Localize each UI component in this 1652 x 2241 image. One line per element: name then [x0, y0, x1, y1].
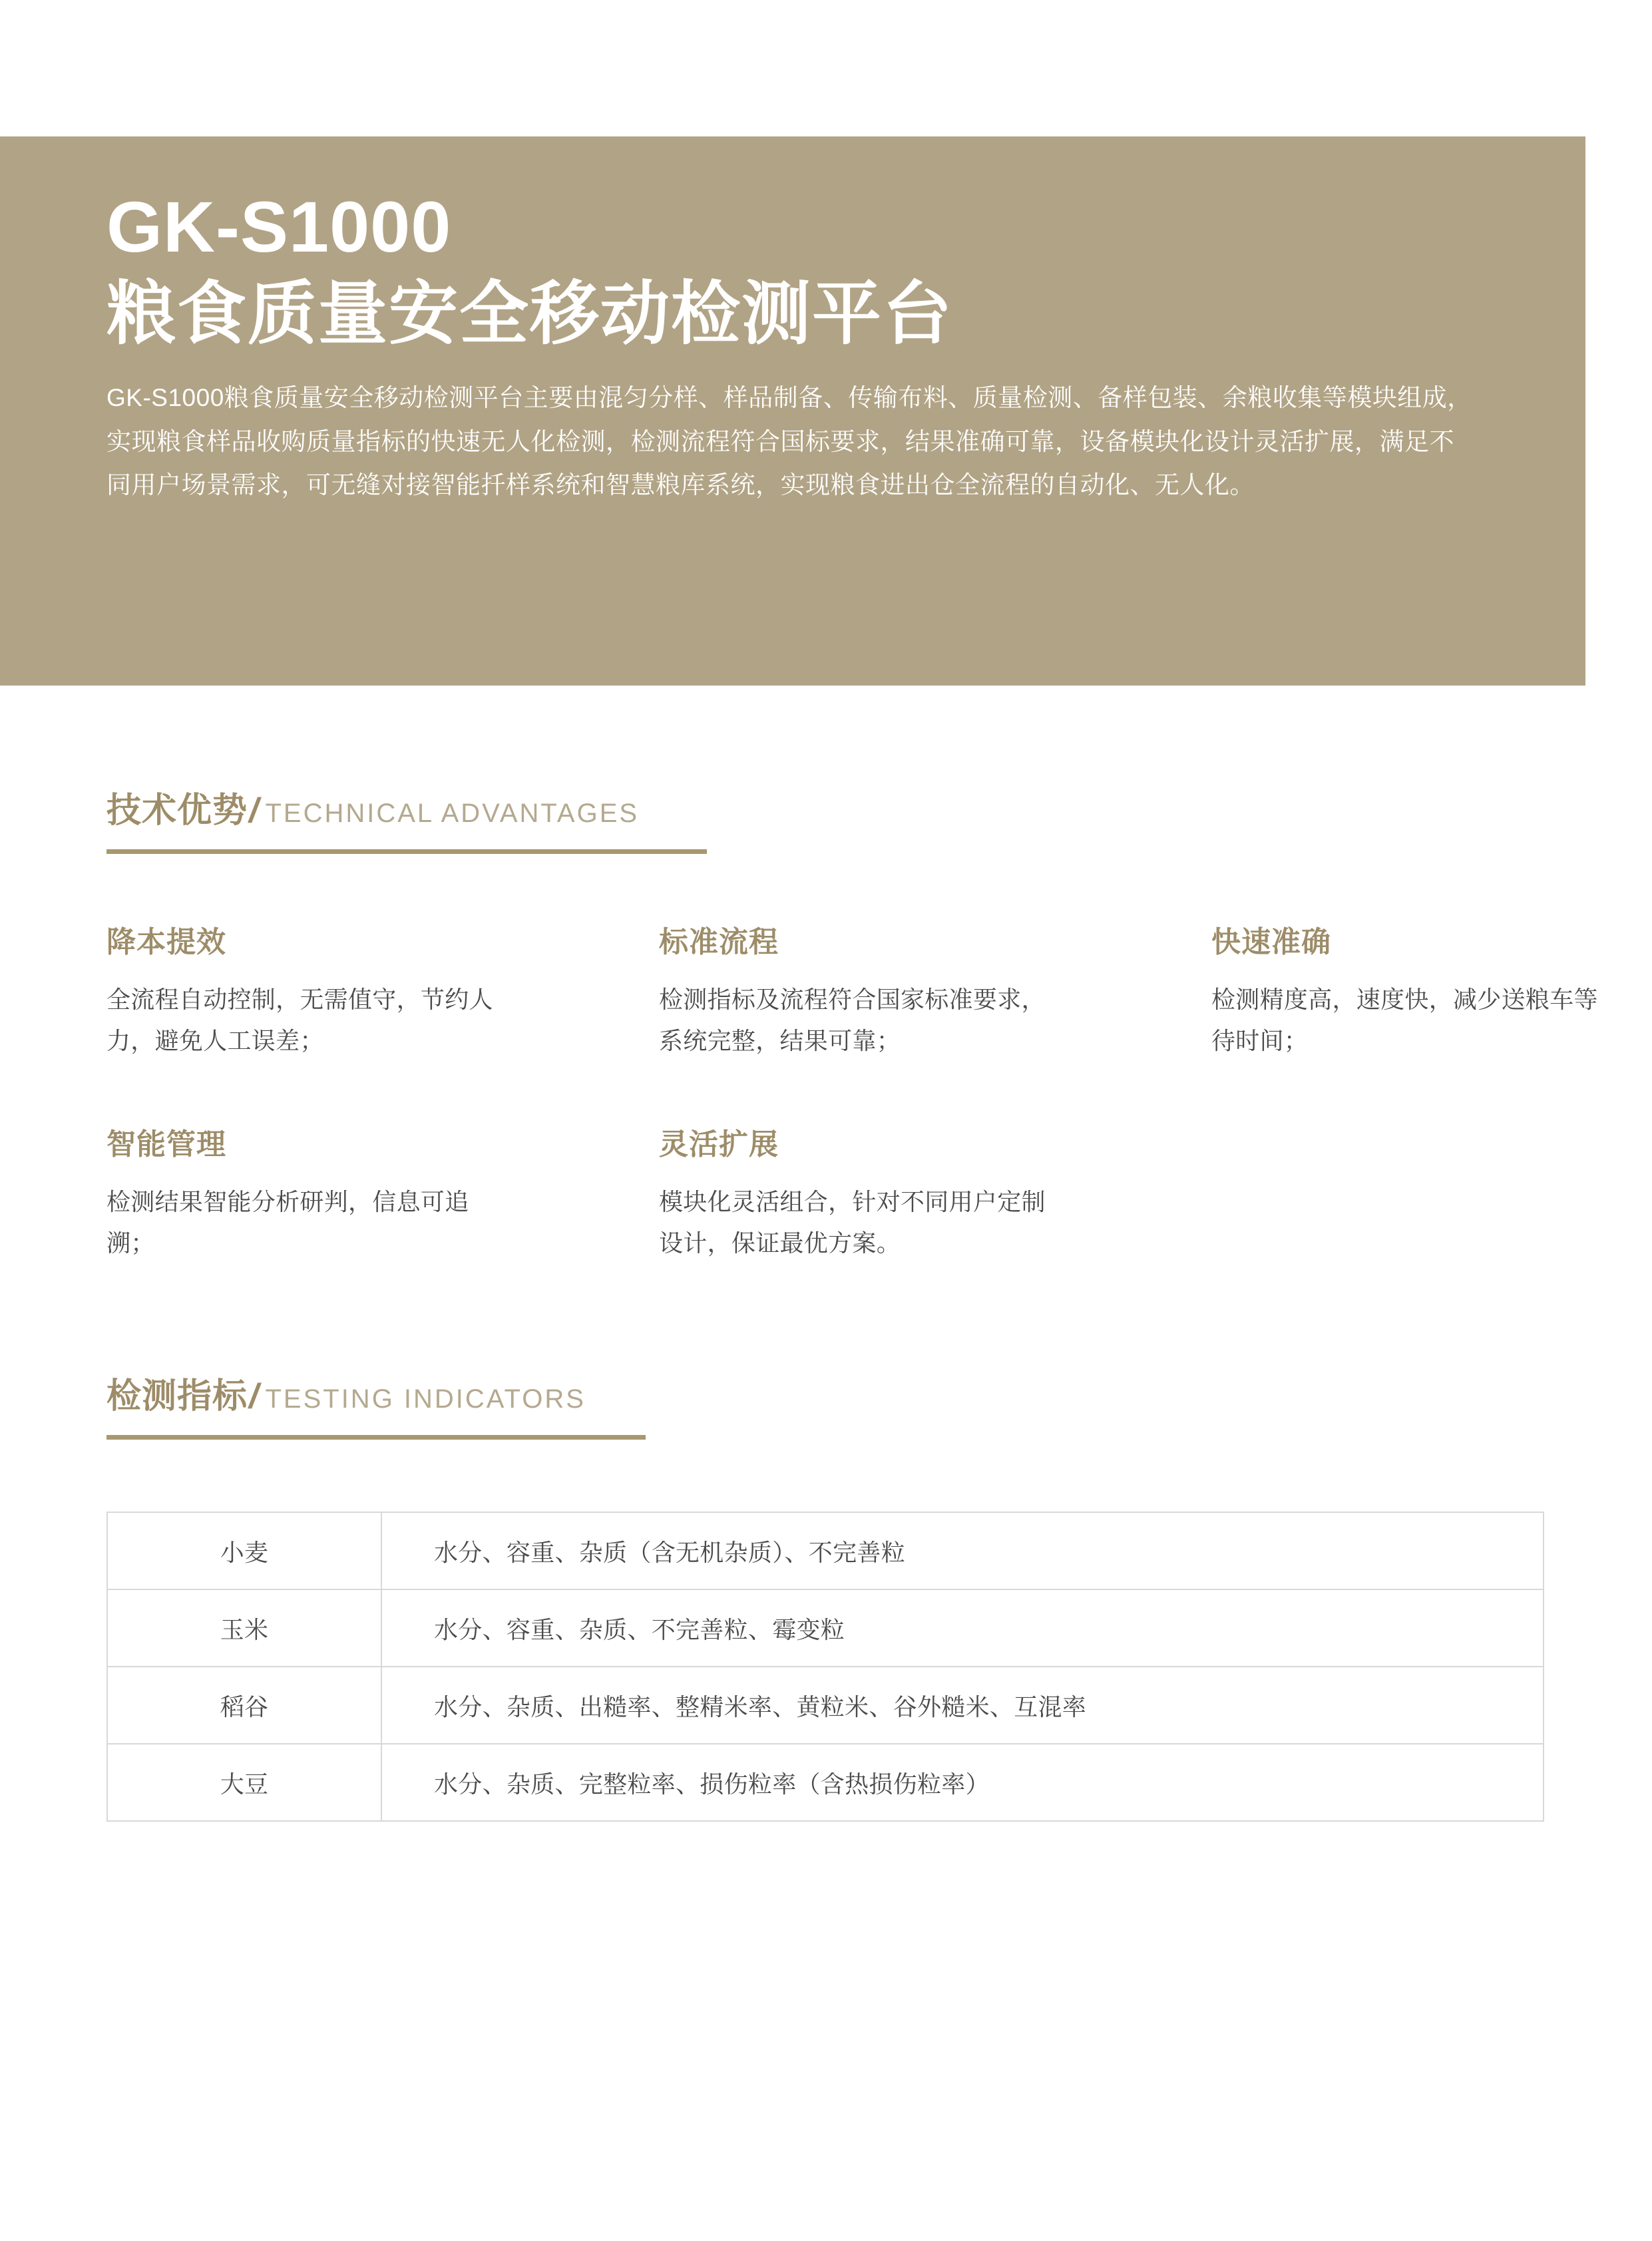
table-row [107, 1589, 1544, 1667]
hero-banner [0, 136, 1585, 686]
grain-indicators-cell: 水分、容重、杂质（含无机杂质）、不完善粒 [381, 1512, 1544, 1589]
heading-underline [106, 1435, 646, 1440]
advantage-item [106, 1120, 659, 1264]
heading-underline [106, 849, 707, 854]
advantage-title: 灵活扩展 [659, 1127, 779, 1161]
grain-indicators-cell: 水分、容重、杂质、不完善粒、霉变粒 [381, 1589, 1544, 1667]
heading-cn-text: 技术优势 [106, 791, 248, 830]
advantage-item [659, 1120, 1211, 1264]
grain-indicators-cell: 水分、杂质、完整粒率、损伤粒率（含热损伤粒率） [381, 1744, 1544, 1821]
advantage-item-empty [1211, 1120, 1611, 1264]
table-row [107, 1667, 1544, 1744]
heading-cn-text: 检测指标 [106, 1377, 248, 1416]
heading-slash: / [249, 791, 259, 830]
grain-name-cell: 大豆 [107, 1744, 381, 1821]
product-model-title: GK-S1000 [106, 186, 452, 267]
heading-en-text: TECHNICAL ADVANTAGES [265, 799, 640, 828]
technical-advantages-heading [106, 782, 1611, 832]
product-description: GK-S1000粮食质量安全移动检测平台主要由混匀分样、样品制备、传输布料、质量检测、备样包装、余粮收集等模块组成，实现粮食样品收购质量指标的快速无人化检测，检测流程符合国标要求，结果准确可靠，设备模块化设计灵活扩展，满足不同用户场景需求，可无缝对接智能扦样系统和智慧粮库系统，实现粮食进出仓全流程的自动化、无人化。 [106, 383, 1472, 499]
testing-indicators-section [106, 1368, 1544, 1822]
testing-indicators-table [106, 1512, 1544, 1822]
advantage-item [1211, 918, 1611, 1062]
advantage-body: 模块化灵活组合，针对不同用户定制设计，保证最优方案。 [659, 1187, 1046, 1257]
advantage-body: 检测指标及流程符合国家标准要求，系统完整，结果可靠； [659, 986, 1046, 1054]
advantage-title: 智能管理 [106, 1127, 226, 1161]
advantage-title: 降本提效 [106, 926, 226, 958]
advantage-body: 检测精度高，速度快，减少送粮车等待时间； [1211, 986, 1598, 1054]
advantage-item [106, 918, 659, 1062]
advantage-item [659, 918, 1211, 1062]
advantage-body: 检测结果智能分析研判，信息可追溯； [106, 1187, 469, 1257]
grain-name-cell: 小麦 [107, 1512, 381, 1589]
heading-slash: / [249, 1377, 259, 1416]
advantage-body: 全流程自动控制，无需值守，节约人力，避免人工误差； [106, 986, 493, 1054]
heading-en-text: TESTING INDICATORS [265, 1384, 586, 1414]
testing-indicators-heading [106, 1368, 1544, 1418]
table-row [107, 1744, 1544, 1821]
grain-name-cell: 稻谷 [107, 1667, 381, 1744]
grain-indicators-cell: 水分、杂质、出糙率、整精米率、黄粒米、谷外糙米、互混率 [381, 1667, 1544, 1744]
grain-name-cell: 玉米 [107, 1589, 381, 1667]
technical-advantages-section [106, 782, 1611, 1264]
product-name-title: 粮食质量安全移动检测平台 [106, 275, 954, 353]
advantage-title: 快速准确 [1211, 926, 1331, 958]
advantage-title: 标准流程 [659, 926, 779, 958]
advantages-grid [106, 918, 1611, 1264]
table-row [107, 1512, 1544, 1589]
